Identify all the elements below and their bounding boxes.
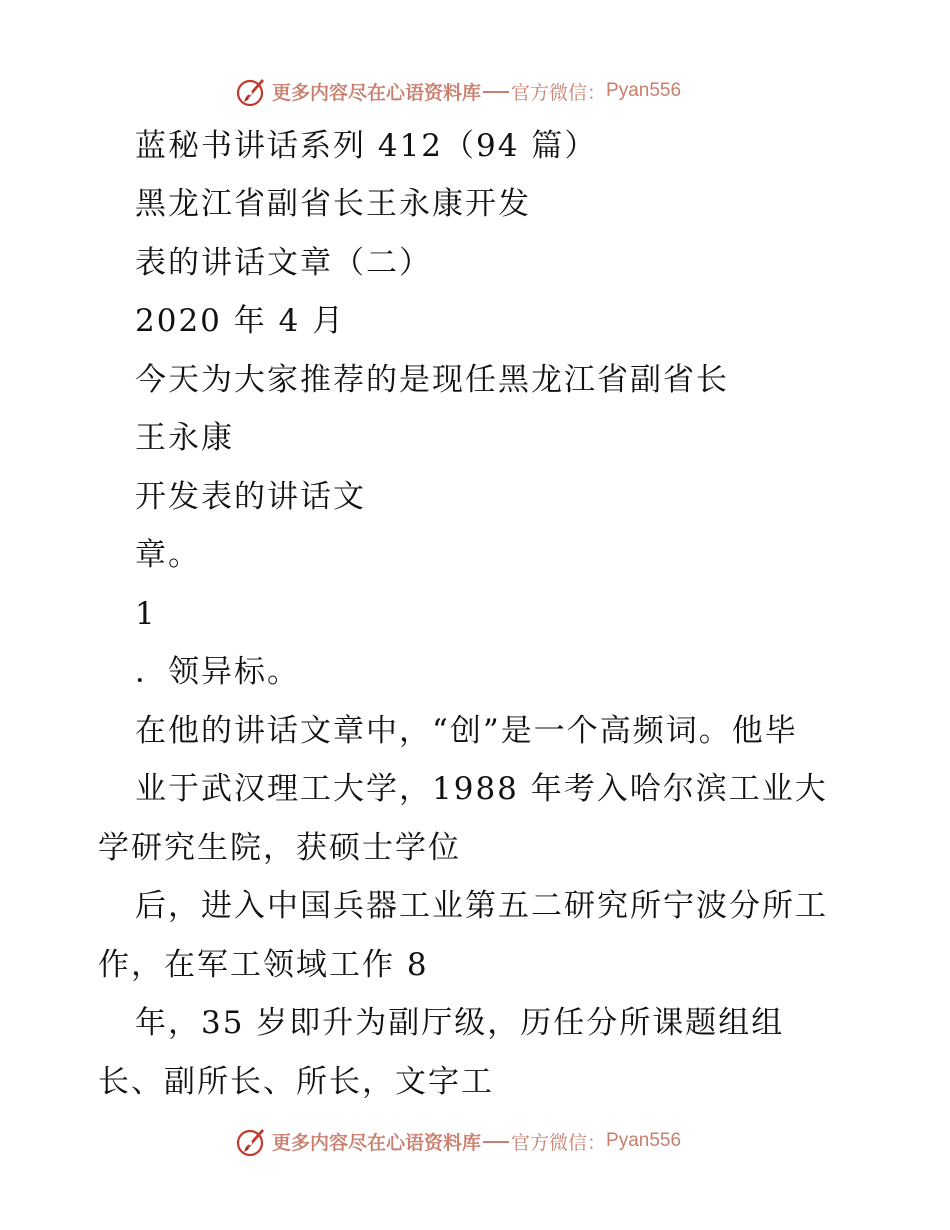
doc-line-4: 2020 年 4 月 <box>135 303 346 339</box>
doc-line-12: 业于武汉理工大学，1988 年考入哈尔滨工业大 <box>135 771 828 807</box>
doc-line-15: 作，在军工领域工作 8 <box>98 947 429 983</box>
doc-line-9: 1 <box>135 596 157 632</box>
quill-pen-logo-icon <box>236 1125 268 1157</box>
doc-line-7: 开发表的讲话文 <box>135 479 366 515</box>
doc-line-16: 年，35 岁即升为副厅级，历任分所课题组组 <box>135 1005 785 1041</box>
doc-line-11: 在他的讲话文章中，“创”是一个高频词。他毕 <box>135 713 798 749</box>
doc-line-6: 王永康 <box>135 420 234 456</box>
watermark-promo-text: 更多内容尽在心语资料库 <box>272 81 482 104</box>
doc-line-14: 后，进入中国兵器工业第五二研究所宁波分所工 <box>135 888 828 924</box>
watermark-contact-label: 官方微信： <box>511 1131 607 1154</box>
watermark-dash <box>483 1141 509 1143</box>
doc-line-13: 学研究生院，获硕士学位 <box>98 830 461 866</box>
watermark-dash <box>483 91 509 93</box>
watermark-contact-label: 官方微信： <box>511 81 607 104</box>
doc-line-3: 表的讲话文章（二） <box>135 245 432 281</box>
watermark-wechat-id: Pyan556 <box>606 80 682 101</box>
doc-line-1: 蓝秘书讲话系列 412（94 篇） <box>135 128 598 164</box>
doc-line-8: 章。 <box>135 537 201 573</box>
doc-line-10: ．领异标。 <box>135 654 300 690</box>
watermark-wechat-id: Pyan556 <box>606 1130 682 1151</box>
watermark-promo-text: 更多内容尽在心语资料库 <box>272 1131 482 1154</box>
doc-line-17: 长、副所长、所长，文字工 <box>98 1064 494 1100</box>
doc-line-2: 黑龙江省副省长王永康开发 <box>135 186 531 222</box>
watermark-header <box>236 74 681 108</box>
quill-pen-logo-icon <box>236 75 268 107</box>
watermark-footer <box>236 1124 681 1158</box>
doc-line-5: 今天为大家推荐的是现任黑龙江省副省长 <box>135 362 729 398</box>
